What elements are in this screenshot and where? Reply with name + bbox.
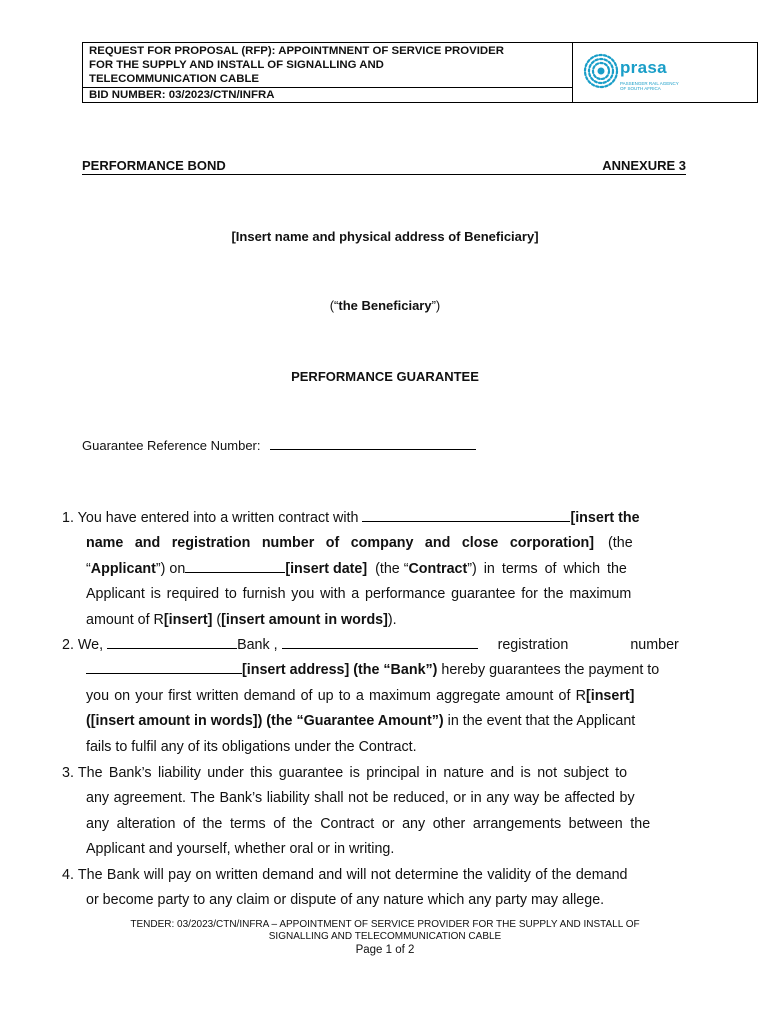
clause-placeholder: [insert] <box>585 687 635 704</box>
clause-text: ( <box>212 611 222 628</box>
clause-text: amount of R <box>86 611 164 628</box>
prasa-emblem-icon <box>583 53 619 89</box>
annexure-label: ANNEXURE 3 <box>602 158 686 173</box>
clause-line <box>62 608 705 633</box>
beneficiary-term-text: the Beneficiary <box>338 298 432 313</box>
clause-line: Applicant is required to furnish you with a performance guarantee for the maximum <box>86 586 632 603</box>
clause-text: ”) in terms of which the <box>467 560 627 577</box>
clause-line: any alteration of the terms of the Contract or any other arrangements between the <box>86 815 651 832</box>
prasa-logo <box>573 43 759 102</box>
bid-number: BID NUMBER: 03/2023/CTN/INFRA <box>83 87 572 103</box>
clause-line <box>62 557 705 582</box>
bond-label: PERFORMANCE BOND <box>82 158 226 173</box>
registration-number-blank <box>86 662 242 674</box>
bank-name-blank <box>107 637 237 649</box>
clause-number: 1. <box>62 510 74 526</box>
rfp-title-line: FOR THE SUPPLY AND INSTALL OF SIGNALLING AND <box>89 59 384 71</box>
rfp-title-line: TELECOMMUNICATION CABLE <box>89 73 260 85</box>
prasa-tagline: PASSENGER RAIL AGENCY OF SOUTH AFRICA <box>620 81 679 91</box>
defined-term: Contract <box>408 560 468 577</box>
rfp-title <box>89 44 569 86</box>
clause-line <box>62 531 705 556</box>
guarantee-reference-row <box>82 438 476 454</box>
clause-1 <box>62 506 705 633</box>
clause-4 <box>62 863 705 914</box>
clause-text: (the “ <box>371 560 409 577</box>
clause-text: ). <box>387 611 397 628</box>
clause-text: ”) on <box>155 560 186 577</box>
clause-line: Applicant and yourself, whether oral or in writing. <box>86 841 395 858</box>
clause-placeholder: [insert] <box>163 611 213 628</box>
clause-line <box>62 684 705 709</box>
clause-line: any agreement. The Bank’s liability shall not be reduced, or in any way be affected by <box>86 790 635 807</box>
clause-2 <box>62 633 705 760</box>
clause-text: You have entered into a written contract with <box>77 510 363 526</box>
guarantee-reference-label: Guarantee Reference Number: <box>82 438 261 453</box>
clause-line: or become party to any claim or dispute of any nature which any party may allege. <box>86 892 605 909</box>
beneficiary-placeholder: [Insert name and physical address of Beneficiary] <box>231 229 539 244</box>
clause-placeholder: [insert date] <box>285 560 368 577</box>
clause-placeholder: [insert the <box>570 510 640 526</box>
prasa-wordmark: prasa <box>620 58 667 77</box>
clause-placeholder: [insert amount in words] <box>221 611 388 628</box>
clause-line <box>62 863 705 888</box>
bond-title-row <box>82 158 686 175</box>
header-title-cell <box>83 43 573 102</box>
clause-line: fails to fulfil any of its obligations under the Contract. <box>86 738 417 755</box>
clause-text: The Bank’s liability under this guarantee is principal in nature and is not subject to <box>77 765 628 781</box>
clause-line <box>62 633 705 658</box>
clause-line <box>62 709 705 734</box>
footer-tender-line: TENDER: 03/2023/CTN/INFRA – APPOINTMENT OF SERVICE PROVIDER FOR THE SUPPLY AND INSTALL OF <box>130 919 640 930</box>
clause-line <box>62 658 705 683</box>
clause-number: 2. <box>62 637 74 653</box>
quote-close: ”) <box>431 298 441 313</box>
clause-3 <box>62 761 705 863</box>
rfp-title-line: REQUEST FOR PROPOSAL (RFP): APPOINTMNENT OF SERVICE PROVIDER <box>89 45 504 57</box>
clause-number: 4. <box>62 867 74 883</box>
document-header <box>82 42 758 103</box>
clause-placeholder: name and registration number of company and close corporation] <box>86 535 595 552</box>
quote-open: (“ <box>329 298 339 313</box>
guarantee-title: PERFORMANCE GUARANTEE <box>291 369 479 384</box>
clause-text: We, <box>77 637 108 653</box>
beneficiary-term <box>0 298 770 314</box>
clause-text: The Bank will pay on written demand and will not determine the validity of the demand <box>77 867 628 883</box>
page-number: Page 1 of 2 <box>355 944 415 956</box>
clause-text: in the event that the Applicant <box>443 713 636 730</box>
clause-line <box>62 506 705 531</box>
clause-line <box>62 761 705 786</box>
contract-party-blank <box>362 510 570 522</box>
clause-placeholder: [insert address] (the “Bank”) <box>242 662 438 679</box>
guarantee-reference-blank <box>270 438 476 450</box>
clause-text: Bank , <box>237 637 278 653</box>
clause-placeholder: ([insert amount in words]) (the “Guarantee Amount”) <box>86 713 444 730</box>
clause-number: 3. <box>62 765 74 781</box>
registration-blank <box>282 637 478 649</box>
date-blank <box>185 561 285 573</box>
clause-text: (the <box>604 535 633 552</box>
defined-term: Applicant <box>90 560 156 577</box>
clause-text: registration <box>497 637 569 653</box>
clause-text: number <box>630 637 679 653</box>
clause-text: you on your first written demand of up to a maximum aggregate amount of R <box>86 687 586 704</box>
footer-tender-line-2: SIGNALLING AND TELECOMMUNICATION CABLE <box>268 931 502 942</box>
clause-text: hereby guarantees the payment to <box>437 662 660 679</box>
clause-text: “ <box>86 560 91 577</box>
